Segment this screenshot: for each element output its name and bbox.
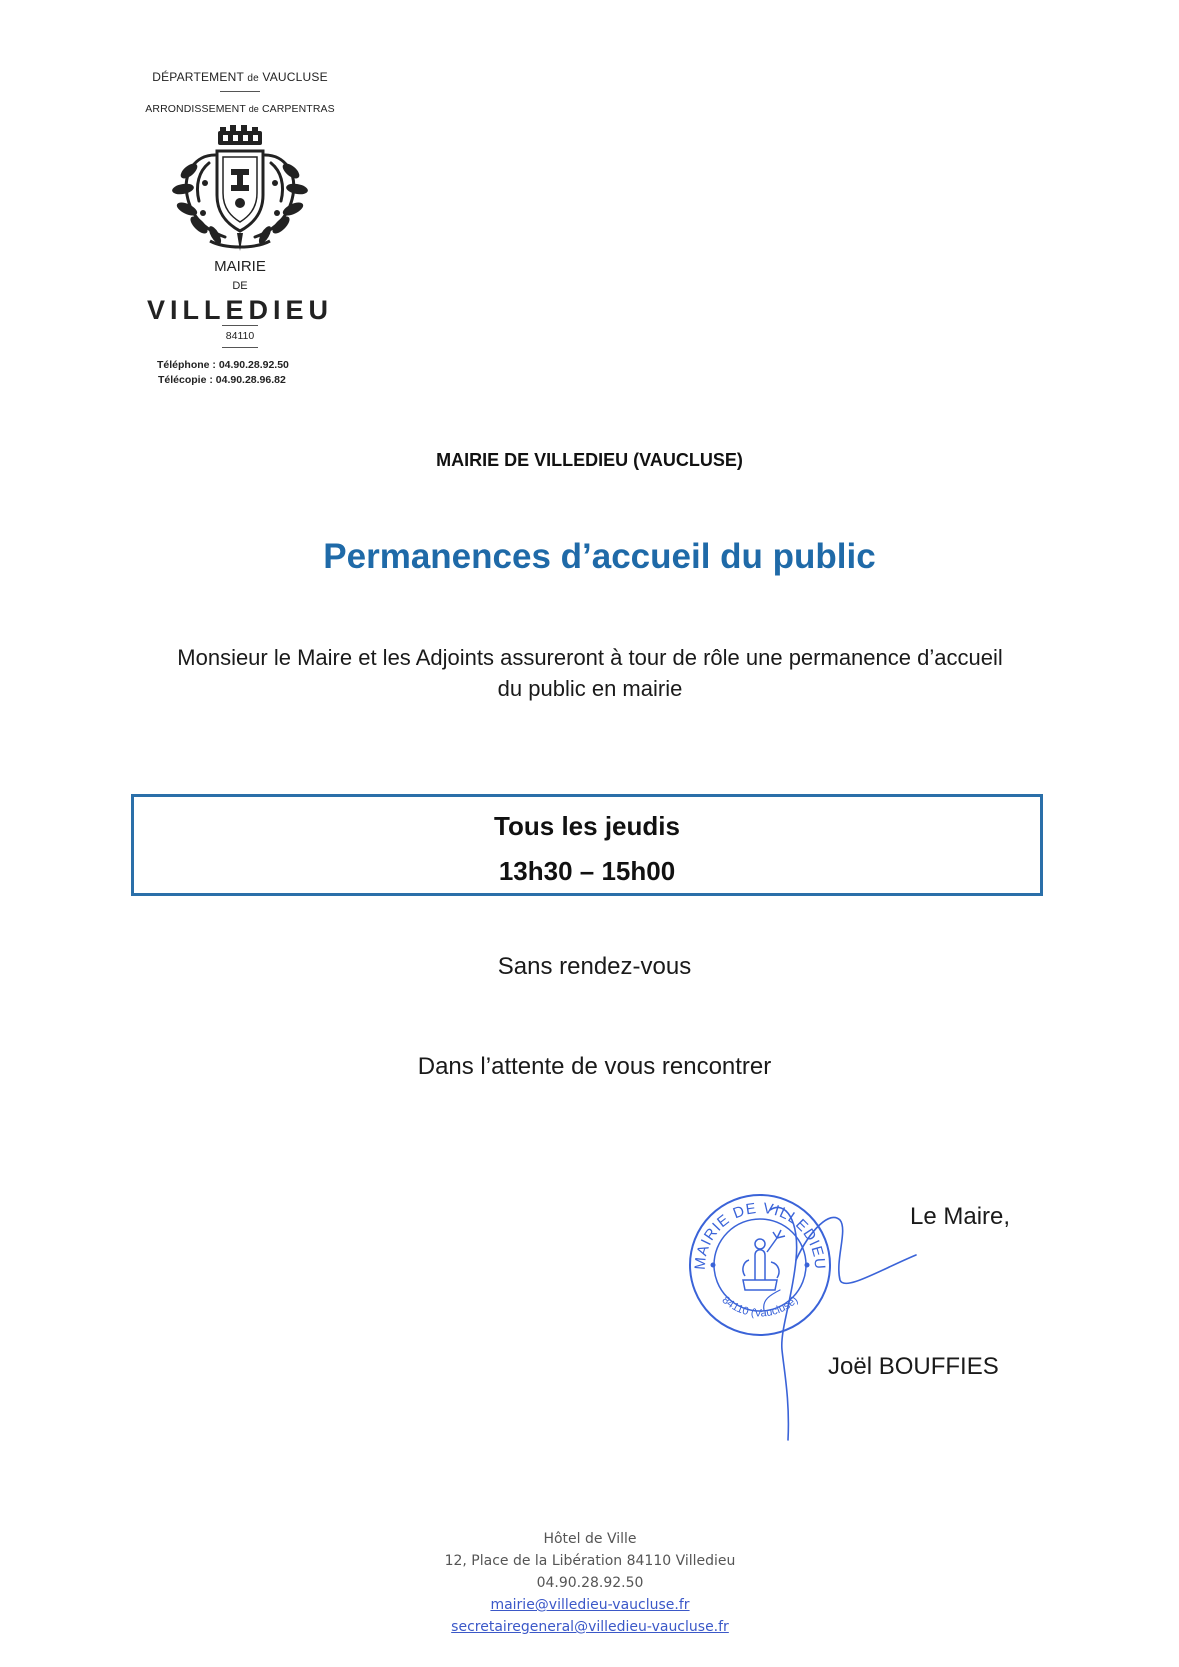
intro-paragraph [130,642,1050,704]
closing-note: Dans l’attente de vous rencontrer [417,1053,772,1080]
schedule-hours: 13h30 – 15h00 [498,856,676,886]
arrondissement-de: de [248,104,259,114]
arrondissement-name: CARPENTRAS [261,103,335,115]
mairie-label: MAIRIE [214,258,266,275]
coat-of-arms-icon [165,125,315,255]
footer-address: 12, Place de la Libération 84110 Villedieu [444,1553,736,1569]
de-label: DE [232,280,248,292]
document-header: MAIRIE DE VILLEDIEU (VAUCLUSE) [436,450,743,470]
schedule-day: Tous les jeudis [494,811,680,841]
intro-line-2: du public en mairie [497,676,683,701]
footer-building: Hôtel de Ville [543,1531,637,1547]
intro-line-1: Monsieur le Maire et les Adjoints assureront à tour de rôle une permanence d’accueil [177,645,1003,670]
mayor-signature [740,1200,980,1450]
signatory-name: Joël BOUFFIES [828,1353,999,1380]
footer-email-secretariat[interactable]: secretairegeneral@villedieu-vaucluse.fr [451,1619,729,1635]
schedule-box [131,794,1043,896]
document-title: Permanences d’accueil du public [323,537,876,576]
department-name: VAUCLUSE [262,70,328,84]
postal-code: 84110 [225,330,255,342]
department-label: DÉPARTEMENT [152,70,244,84]
arrondissement-label: ARRONDISSEMENT [145,103,246,115]
signature-title: Le Maire, [910,1203,1011,1230]
department-line [130,70,350,84]
arrondissement-line [130,103,350,115]
postal-divider [222,347,258,348]
footer [380,1528,800,1638]
footer-phone: 04.90.28.92.50 [536,1575,644,1591]
svg-text:84110 (Vaucluse): 84110 (Vaucluse) [719,1294,801,1320]
footer-email-mairie[interactable]: mairie@villedieu-vaucluse.fr [490,1597,690,1613]
department-de: de [247,73,259,84]
commune-name: VILLEDIEU [146,295,333,325]
telephone-line: Téléphone : 04.90.28.92.50 [157,359,289,371]
letterhead-divider [220,91,260,92]
no-appointment-note: Sans rendez-vous [497,953,692,980]
commune-divider [222,325,258,326]
svg-text:MAIRIE DE VILLEDIEU: MAIRIE DE VILLEDIEU [691,1199,829,1271]
telecopie-line: Télécopie : 04.90.28.96.82 [158,374,286,386]
